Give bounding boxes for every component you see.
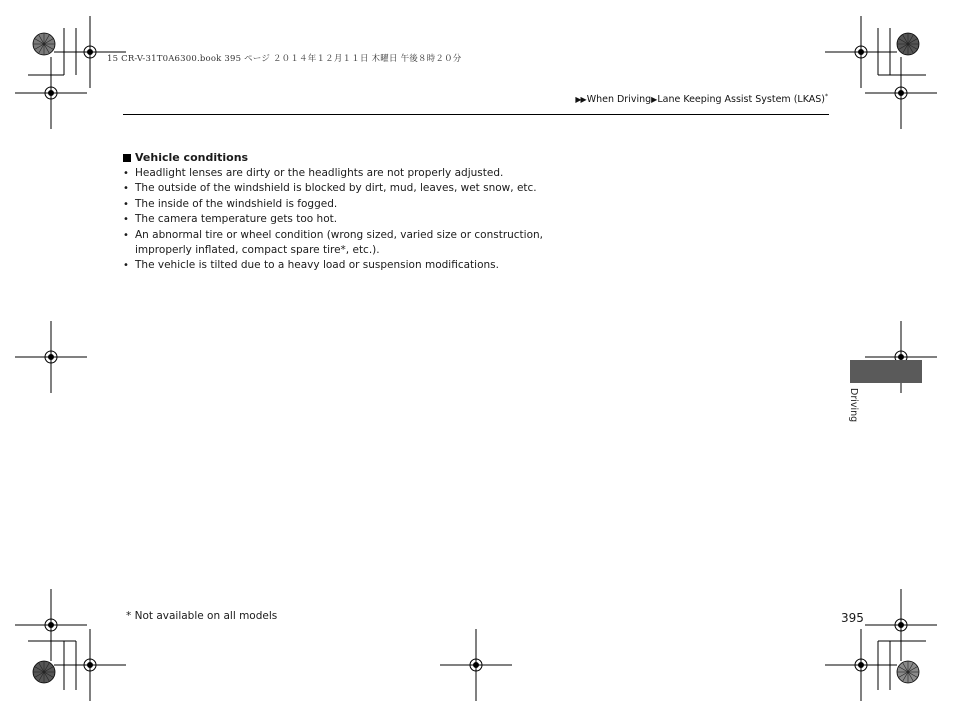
list-item: • The inside of the windshield is fogged. <box>123 197 563 212</box>
chapter-tab <box>850 360 922 383</box>
registration-mark-icon <box>54 629 126 701</box>
section-title: Vehicle conditions <box>135 151 249 164</box>
registration-mark-icon <box>15 321 87 393</box>
header-rule <box>123 114 829 115</box>
color-target-icon <box>33 661 55 683</box>
print-header: 15 CR-V-31T0A6300.book 395 ページ ２０１４年１２月１１日 木曜日 午後８時２０分 <box>107 54 462 64</box>
footnote: * Not available on all models <box>126 610 278 622</box>
registration-mark-icon <box>440 629 512 701</box>
list-item: • The outside of the windshield is blocked by dirt, mud, leaves, wet snow, etc. <box>123 181 563 196</box>
color-target-icon <box>897 33 919 55</box>
list-item: • The camera temperature gets too hot. <box>123 212 563 227</box>
square-bullet-icon <box>123 154 131 162</box>
page-number: 395 <box>841 611 864 625</box>
chapter-tab-label: Driving <box>848 388 859 423</box>
breadcrumb-section: When Driving <box>586 94 652 106</box>
registration-mark-icon <box>825 16 897 88</box>
conditions-list <box>123 166 563 274</box>
breadcrumb-topic: Lane Keeping Assist System (LKAS) <box>657 94 825 106</box>
list-item: • The vehicle is tilted due to a heavy load or suspension modifications. <box>123 258 563 273</box>
section-heading <box>123 151 563 164</box>
breadcrumb <box>575 93 828 105</box>
list-item: • Headlight lenses are dirty or the headlights are not properly adjusted. <box>123 166 563 181</box>
registration-mark-icon <box>865 589 937 661</box>
color-target-icon <box>33 33 55 55</box>
breadcrumb-separator: ▶ <box>651 95 657 105</box>
registration-mark-icon <box>865 57 937 129</box>
vehicle-conditions-section <box>123 151 563 274</box>
registration-mark-icon <box>825 629 897 701</box>
breadcrumb-arrows: ▶▶ <box>575 95 586 105</box>
list-item: • An abnormal tire or wheel condition (wrong sized, varied size or construction, improperly inflated, compact spare tire*, etc.). <box>123 228 563 259</box>
color-target-icon <box>897 661 919 683</box>
breadcrumb-note-mark: * <box>825 93 828 100</box>
